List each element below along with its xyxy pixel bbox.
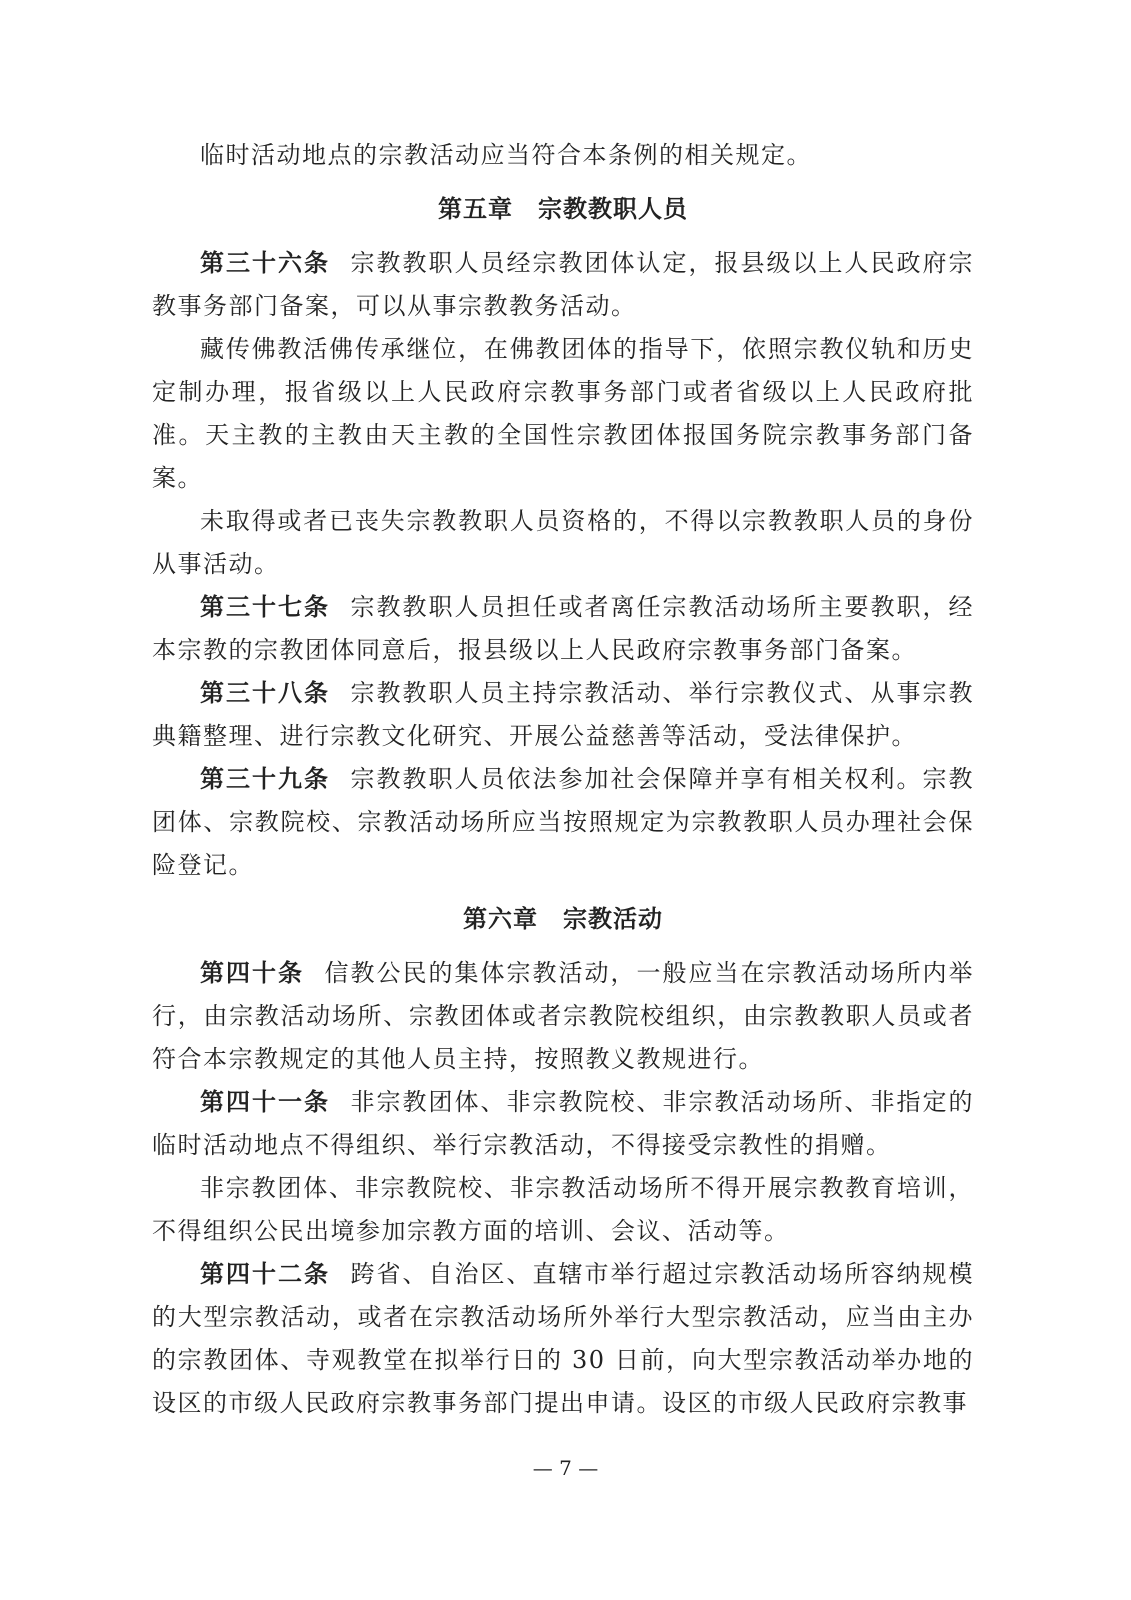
article-number: 第四十一条 — [200, 1088, 330, 1116]
article-text: 信教公民的集体宗教活动，一般应当在宗教活动场所内举行，由宗教活动场所、宗教团体或者宗教院校组织，由宗教教职人员或者符合本宗教规定的其他人员主持，按照教义教规进行。 — [152, 959, 974, 1073]
chapter-heading: 第六章 宗教活动 — [463, 905, 663, 933]
article-text: 宗教教职人员依法参加社会保障并享有相关权利。宗教团体、宗教院校、宗教活动场所应当按照规定为宗教教职人员办理社会保险登记。 — [152, 765, 974, 879]
article-text: 跨省、自治区、直辖市举行超过宗教活动场所容纳规模的大型宗教活动，或者在宗教活动场所外举行大型宗教活动，应当由主办的宗教团体、寺观教堂在拟举行日的 30 日前，向大型宗教活动举办地的设区的市级人民政府宗教事务部门提出申请。设区的市级人民政府宗教事 — [152, 1260, 974, 1417]
body-paragraph: 临时活动地点的宗教活动应当符合本条例的相关规定。 — [200, 141, 812, 169]
article-number: 第三十六条 — [200, 249, 330, 277]
body-paragraph: 藏传佛教活佛传承继位，在佛教团体的指导下，依照宗教仪轨和历史定制办理，报省级以上人民政府宗教事务部门或者省级以上人民政府批准。天主教的主教由天主教的全国性宗教团体报国务院宗教事务部门备案。 — [152, 335, 974, 492]
article-number: 第三十九条 — [200, 765, 330, 793]
article-number: 第三十七条 — [200, 593, 330, 621]
article-text: 宗教教职人员经宗教团体认定，报县级以上人民政府宗教事务部门备案，可以从事宗教教务活动。 — [152, 249, 974, 320]
article-number: 第三十八条 — [200, 679, 330, 707]
article-paragraph — [152, 672, 974, 758]
article-text: 宗教教职人员担任或者离任宗教活动场所主要教职，经本宗教的宗教团体同意后，报县级以上人民政府宗教事务部门备案。 — [152, 593, 974, 664]
page-number: — 7 — — [532, 1456, 599, 1480]
chapter-heading: 第五章 宗教教职人员 — [438, 195, 688, 223]
body-paragraph: 非宗教团体、非宗教院校、非宗教活动场所不得开展宗教教育培训，不得组织公民出境参加宗教方面的培训、会议、活动等。 — [152, 1174, 974, 1245]
article-text: 宗教教职人员主持宗教活动、举行宗教仪式、从事宗教典籍整理、进行宗教文化研究、开展公益慈善等活动，受法律保护。 — [152, 679, 974, 750]
article-paragraph — [152, 952, 974, 1081]
article-text: 非宗教团体、非宗教院校、非宗教活动场所、非指定的临时活动地点不得组织、举行宗教活动，不得接受宗教性的捐赠。 — [152, 1088, 974, 1159]
article-number: 第四十条 — [200, 959, 304, 987]
article-paragraph — [152, 1253, 974, 1425]
article-paragraph — [152, 758, 974, 887]
article-paragraph — [152, 586, 974, 672]
article-paragraph — [152, 242, 974, 328]
document-body — [152, 134, 974, 1425]
article-paragraph — [152, 1081, 974, 1167]
article-number: 第四十二条 — [200, 1260, 330, 1288]
body-paragraph: 未取得或者已丧失宗教教职人员资格的，不得以宗教教职人员的身份从事活动。 — [152, 507, 974, 578]
